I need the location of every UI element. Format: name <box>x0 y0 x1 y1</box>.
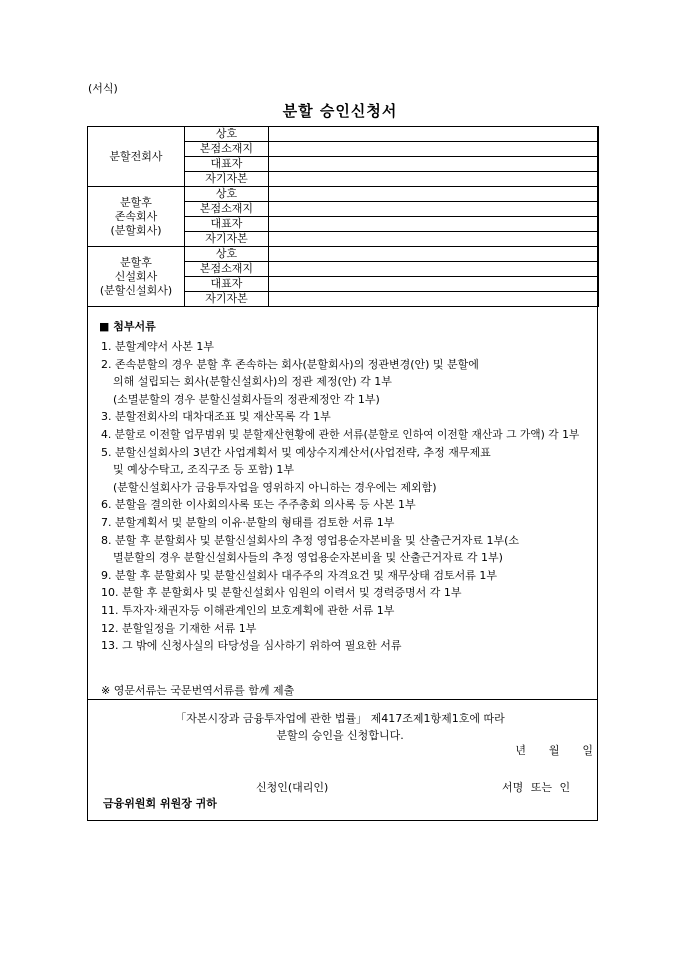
field-label: 본점소재지 <box>185 142 269 157</box>
attachment-text: 의해 설립되는 회사(분할신설회사)의 정관 제정(안) 각 1부 <box>113 375 392 389</box>
attachment-line <box>101 637 591 655</box>
attachment-text: 8. 분할 후 분할회사 및 분할신설회사의 추정 영업용순자본비율 및 산출근거자료 1부(소 <box>101 533 520 547</box>
attachments-section <box>87 314 598 699</box>
attachment-line <box>101 479 591 497</box>
field-value[interactable] <box>269 262 599 277</box>
attachment-line <box>101 356 591 374</box>
field-value[interactable] <box>269 202 599 217</box>
field-label: 상호 <box>185 247 269 262</box>
date-month-label: 월 <box>548 744 560 757</box>
attachment-line <box>101 532 591 550</box>
field-value[interactable] <box>269 142 599 157</box>
table-row <box>88 127 599 142</box>
attachments-list <box>101 338 591 655</box>
field-value[interactable] <box>269 292 599 307</box>
company-group-label-line: 존속회사 <box>114 209 158 223</box>
attachment-line <box>101 461 591 479</box>
field-label: 상호 <box>185 127 269 142</box>
section-divider <box>87 699 598 700</box>
attachment-text: (분할신설회사가 금융투자업을 영위하지 아니하는 경우에는 제외함) <box>113 480 437 494</box>
attachment-text: 멸분할의 경우 분할신설회사들의 추정 영업용순자본비율 및 산출근거자료 각 1부) <box>113 551 503 565</box>
field-label: 대표자 <box>185 217 269 232</box>
attachment-line <box>101 444 591 462</box>
field-label: 자기자본 <box>185 172 269 187</box>
company-group-label-line: (분할회사) <box>110 223 162 237</box>
date-line <box>496 742 593 758</box>
field-value[interactable] <box>269 277 599 292</box>
attachment-text: 12. 분할일정을 기재한 서류 1부 <box>101 621 257 635</box>
attachment-text: 3. 분할전회사의 대차대조표 및 재산목록 각 1부 <box>101 410 331 424</box>
company-group-label-line: 분할후 <box>120 255 152 269</box>
attachment-line <box>101 338 591 356</box>
company-group-label <box>88 247 185 307</box>
attachment-text: 9. 분할 후 분할회사 및 분할신설회사 대주주의 자격요건 및 재무상태 검토서류 1부 <box>101 568 497 582</box>
field-label: 본점소재지 <box>185 202 269 217</box>
company-group-label-line: 신설회사 <box>114 269 158 283</box>
attachments-title: ■ 첨부서류 <box>99 320 156 333</box>
company-group-label <box>88 187 185 247</box>
attachment-text: 11. 투자자·채권자등 이해관계인의 보호계획에 관한 서류 1부 <box>101 603 395 617</box>
law-text: 「자본시장과 금융투자업에 관한 법률」 제417조제1항제1호에 따라 <box>175 712 505 725</box>
apply-text: 분할의 승인을 신청합니다. <box>276 729 404 742</box>
company-group-label-line: 분할후 <box>120 195 152 209</box>
field-label: 상호 <box>185 187 269 202</box>
attachment-text: 2. 존속분할의 경우 분할 후 존속하는 회사(분할회사)의 정관변경(안) 및 분할에 <box>101 357 479 371</box>
attachment-line <box>101 426 591 444</box>
attachment-line <box>101 620 591 638</box>
attachment-line <box>101 408 591 426</box>
field-label: 자기자본 <box>185 292 269 307</box>
field-label: 대표자 <box>185 157 269 172</box>
recipient: 금융위원회 위원장 귀하 <box>103 797 217 810</box>
attachment-line <box>101 549 591 567</box>
date-year-label: 년 <box>515 744 526 757</box>
company-info-table <box>87 126 599 307</box>
field-value[interactable] <box>269 232 599 247</box>
attachments-note: ※ 영문서류는 국문번역서류를 함께 제출 <box>101 684 295 697</box>
attachment-text: 1. 분할계약서 사본 1부 <box>101 340 214 353</box>
company-group-label <box>88 127 185 187</box>
table-row <box>88 187 599 202</box>
attachment-line <box>101 496 591 514</box>
attachment-text: 및 예상수탁고, 조직구조 등 포함) 1부 <box>113 463 295 477</box>
attachment-text: 10. 분할 후 분할회사 및 분할신설회사 임원의 이력서 및 경력증명서 각 1부 <box>101 586 462 600</box>
field-label: 대표자 <box>185 277 269 292</box>
attachment-text: 5. 분할신설회사의 3년간 사업계획서 및 예상수지계산서(사업전략, 추정 재무제표 <box>101 445 491 459</box>
form-label: (서식) <box>88 82 118 95</box>
field-value[interactable] <box>269 187 599 202</box>
field-value[interactable] <box>269 172 599 187</box>
attachment-line <box>101 602 591 620</box>
field-label: 본점소재지 <box>185 262 269 277</box>
company-group-label-line: (분할신설회사) <box>99 283 173 297</box>
page-title: 분할 승인신청서 <box>282 102 398 120</box>
attachment-line <box>101 584 591 602</box>
attachment-text: (소멸분할의 경우 분할신설회사들의 정관제정안 각 1부) <box>113 392 380 406</box>
field-value[interactable] <box>269 217 599 232</box>
attachment-text: 7. 분할계획서 및 분할의 이유·분할의 형태를 검토한 서류 1부 <box>101 515 395 529</box>
attachment-text: 4. 분할로 이전할 업무범위 및 분할재산현황에 관한 서류(분할로 인하여 이전할 재산과 그 가액) 각 1부 <box>101 427 580 441</box>
attachment-line <box>101 514 591 532</box>
sign-label: 서명 또는 인 <box>502 781 571 794</box>
field-label: 자기자본 <box>185 232 269 247</box>
field-value[interactable] <box>269 247 599 262</box>
applicant-label: 신청인(대리인) <box>256 781 329 794</box>
date-day-label: 일 <box>582 744 593 757</box>
field-value[interactable] <box>269 127 599 142</box>
attachment-line <box>101 373 591 391</box>
table-row <box>88 247 599 262</box>
attachment-text: 6. 분할을 결의한 이사회의사록 또는 주주총회 의사록 등 사본 1부 <box>101 498 416 512</box>
attachment-line <box>101 391 591 409</box>
attachment-text: 13. 그 밖에 신청사실의 타당성을 심사하기 위하여 필요한 서류 <box>101 639 402 653</box>
company-group-label-line: 분할전회사 <box>109 149 163 163</box>
attachment-line <box>101 567 591 585</box>
field-value[interactable] <box>269 157 599 172</box>
